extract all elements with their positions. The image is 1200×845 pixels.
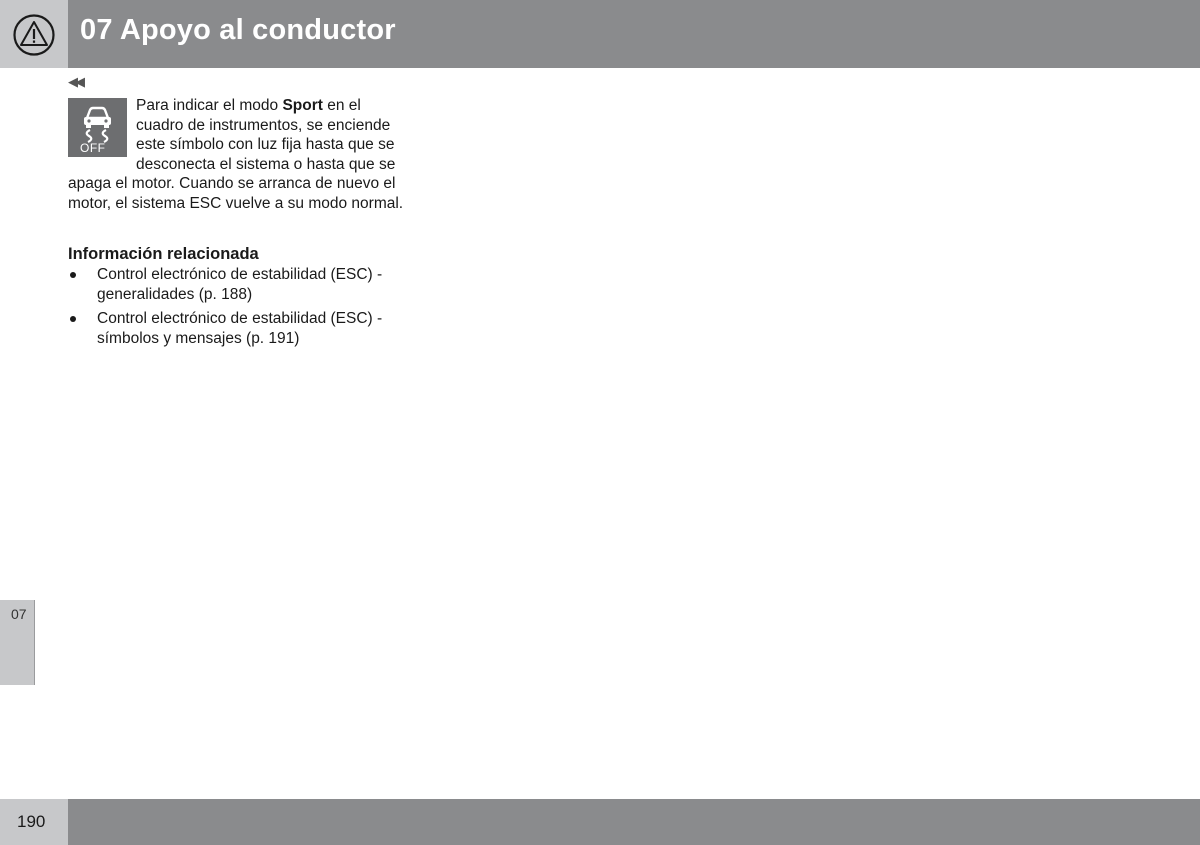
- related-info-list: [68, 265, 408, 353]
- page-number: 190: [17, 812, 46, 831]
- bullet-icon: [70, 272, 76, 278]
- chapter-title: 07 Apoyo al conductor: [80, 14, 396, 46]
- related-link-text[interactable]: Control electrónico de estabilidad (ESC) - símbolos y mensajes (p. 191): [97, 310, 383, 347]
- header-icon-box: [0, 0, 68, 68]
- chapter-header: [0, 0, 1200, 68]
- page-footer: [0, 799, 1200, 845]
- continuation-marker: ◀◀: [68, 74, 82, 89]
- related-info-heading: Información relacionada: [68, 245, 259, 263]
- chapter-side-tab: [0, 600, 35, 685]
- related-link-text[interactable]: Control electrónico de estabilidad (ESC) - generalidades (p. 188): [97, 266, 383, 303]
- esc-sport-paragraph: [68, 96, 408, 213]
- sport-mode-term: Sport: [282, 97, 323, 114]
- paragraph-text-start: Para indicar el modo: [136, 97, 283, 114]
- side-tab-label: 07: [11, 606, 27, 622]
- paragraph-text-end: en el cuadro de instrumentos, se enciende este símbolo con luz fija hasta que se desconecta el sistema o hasta que se apaga el motor. Cuando se arranca de nuevo el motor, el sistema ESC vuelve a su modo normal.: [68, 97, 404, 212]
- warning-triangle-icon: [13, 14, 55, 56]
- bullet-icon: [70, 316, 76, 322]
- related-link-item[interactable]: [68, 265, 408, 304]
- related-link-item[interactable]: [68, 309, 408, 348]
- esc-off-label: OFF: [80, 141, 106, 155]
- page-number-box: [0, 799, 68, 845]
